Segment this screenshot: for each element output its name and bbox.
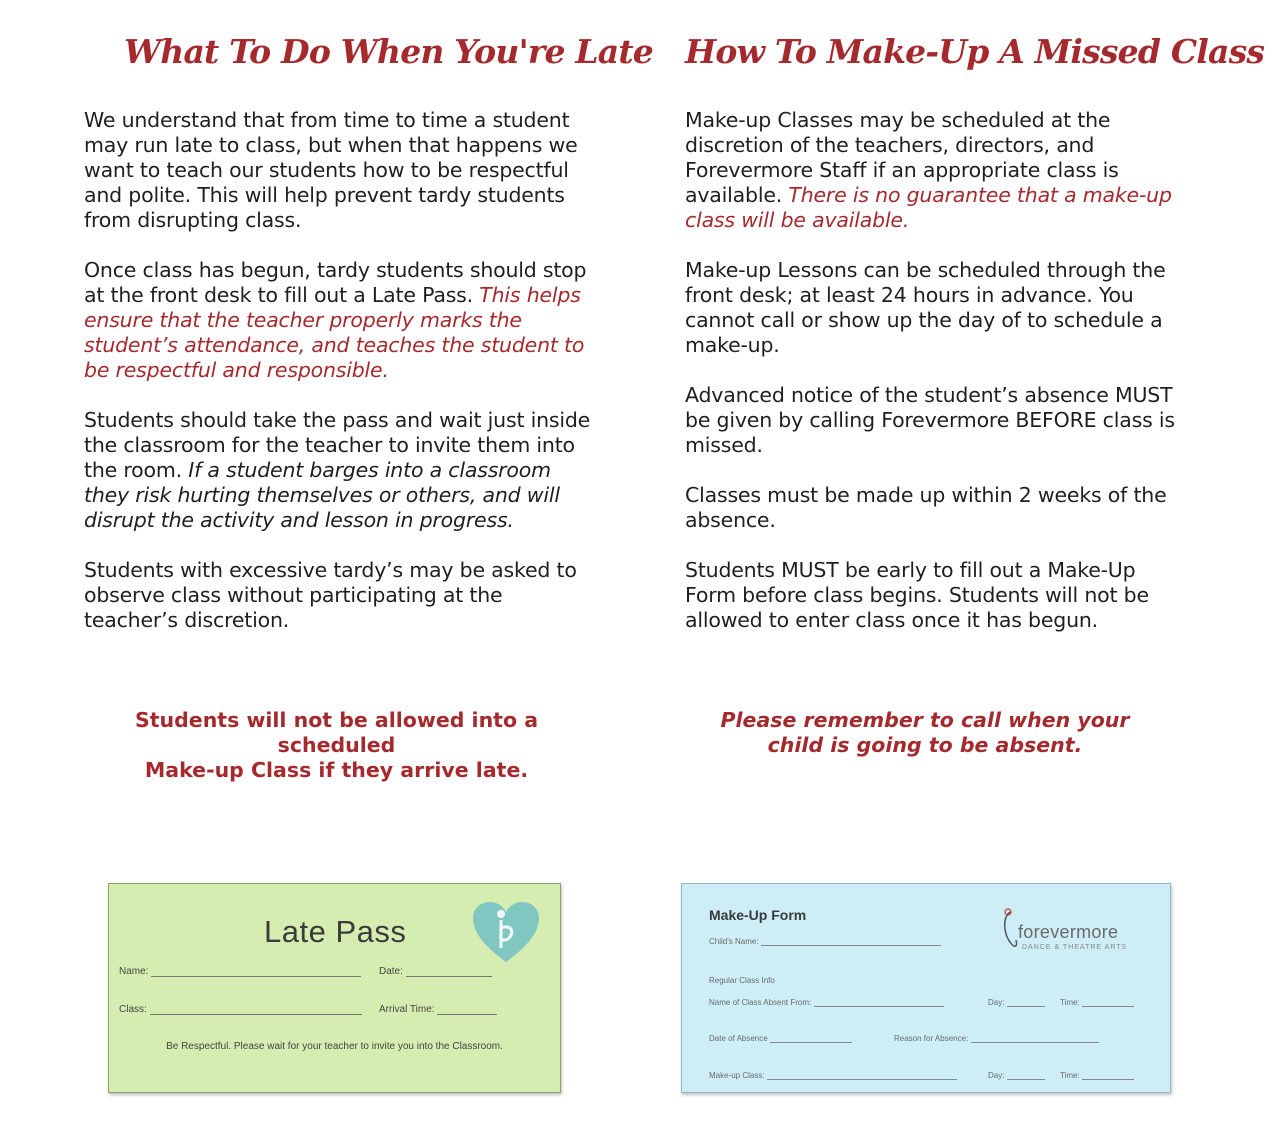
- class-absent-field[interactable]: [709, 998, 944, 1007]
- makeup-policy-paragraph-3: Advanced notice of the student’s absence MUST be given by calling Forevermore BEFORE class is missed.: [685, 383, 1175, 457]
- late-policy-title: What To Do When You're Late: [124, 32, 653, 71]
- makeup-policy-paragraph-4: Classes must be made up within 2 weeks of the absence.: [685, 483, 1167, 532]
- makeup-class-label: Make-up Class:: [709, 1071, 765, 1080]
- makeup-form-title: Make-Up Form: [709, 907, 807, 923]
- late-policy-body: [84, 108, 594, 658]
- makeup-closing-line-2: child is going to be absent.: [767, 733, 1083, 757]
- late-closing-line-2: Make-up Class if they arrive late.: [144, 758, 529, 782]
- heart-logo-icon: [471, 900, 541, 964]
- child-name-field[interactable]: [709, 937, 941, 946]
- late-pass-class-field[interactable]: [119, 1004, 362, 1015]
- late-policy-paragraph-1: We understand that from time to time a student may run late to class, but when that happens we want to teach our students how to be respectful and polite. This will help prevent tardy students from disrupting class.: [84, 108, 578, 232]
- late-pass-note: Be Respectful. Please wait for your teacher to invite you into the Classroom.: [166, 1041, 503, 1052]
- late-pass-name-label: Name:: [119, 966, 149, 977]
- absent-time-field[interactable]: [1060, 998, 1134, 1007]
- absent-day-label: Day:: [988, 998, 1005, 1007]
- reason-field[interactable]: [894, 1034, 1099, 1043]
- makeup-day-label: Day:: [988, 1071, 1005, 1080]
- late-pass-arrival-field[interactable]: [379, 1004, 497, 1015]
- late-pass-title: Late Pass: [264, 914, 407, 949]
- makeup-policy-closing: [685, 708, 1165, 758]
- late-closing-line-1: Students will not be allowed into a scheduled: [134, 708, 539, 757]
- late-pass-instruction: Once class has begun, tardy students should stop at the front desk to fill out a Late Pass.: [84, 258, 587, 307]
- date-absence-label: Date of Absence: [709, 1034, 768, 1043]
- late-policy-paragraph-4: Students with excessive tardy’s may be asked to observe class without participating at the teacher’s discretion.: [84, 558, 577, 632]
- makeup-policy-paragraph-5: Students MUST be early to fill out a Make-Up Form before class begins. Students will not be allowed to enter class once it has begun.: [685, 558, 1149, 632]
- makeup-form-card: [681, 883, 1171, 1093]
- late-pass-card: [108, 883, 561, 1093]
- late-policy-closing: [84, 708, 589, 783]
- late-pass-date-field[interactable]: [379, 966, 492, 977]
- class-absent-label: Name of Class Absent From:: [709, 998, 812, 1007]
- late-pass-name-field[interactable]: [119, 966, 361, 977]
- late-policy-paragraph-2: [84, 258, 594, 383]
- date-absence-field[interactable]: [709, 1034, 852, 1043]
- wait-instruction: Students should take the pass and wait just inside the classroom for the teacher to invite them into the room.: [84, 408, 591, 482]
- late-pass-arrival-label: Arrival Time:: [379, 1004, 435, 1015]
- makeup-policy-title: How To Make-Up A Missed Class: [685, 32, 1265, 71]
- makeup-policy-paragraph-1: [685, 108, 1175, 233]
- reason-label: Reason for Absence:: [894, 1034, 969, 1043]
- no-guarantee-note: There is no guarantee that a make-up class will be available.: [685, 183, 1172, 232]
- late-pass-class-label: Class:: [119, 1004, 147, 1015]
- forevermore-logo-subtext: DANCE & THEATRE ARTS: [1022, 944, 1128, 951]
- makeup-class-field[interactable]: [709, 1071, 957, 1080]
- forevermore-logo-text: forevermore: [1018, 922, 1119, 942]
- makeup-policy-paragraph-2: Make-up Lessons can be scheduled through the front desk; at least 24 hours in advance. You cannot call or show up the day of to schedule a make-up.: [685, 258, 1166, 357]
- late-pass-date-label: Date:: [379, 966, 403, 977]
- absent-day-field[interactable]: [988, 998, 1045, 1007]
- makeup-discretion-text: Make-up Classes may be scheduled at the discretion of the teachers, directors, and Forevermore Staff if an appropriate class is available.: [685, 108, 1119, 207]
- regular-class-heading: Regular Class Info: [709, 976, 775, 985]
- child-name-label: Child's Name:: [709, 937, 759, 946]
- absent-time-label: Time:: [1060, 998, 1080, 1007]
- makeup-policy-body: [685, 108, 1175, 658]
- makeup-time-field[interactable]: [1060, 1071, 1134, 1080]
- late-policy-paragraph-3: [84, 408, 594, 533]
- makeup-time-label: Time:: [1060, 1071, 1080, 1080]
- makeup-closing-line-1: Please remember to call when your: [720, 708, 1130, 732]
- attendance-note: This helps ensure that the teacher properly marks the student’s attendance, and teaches the student to be respectful and responsible.: [84, 283, 585, 382]
- makeup-day-field[interactable]: [988, 1071, 1045, 1080]
- barge-warning: If a student barges into a classroom they risk hurting themselves or others, and will disrupt the activity and lesson in progress.: [84, 458, 560, 532]
